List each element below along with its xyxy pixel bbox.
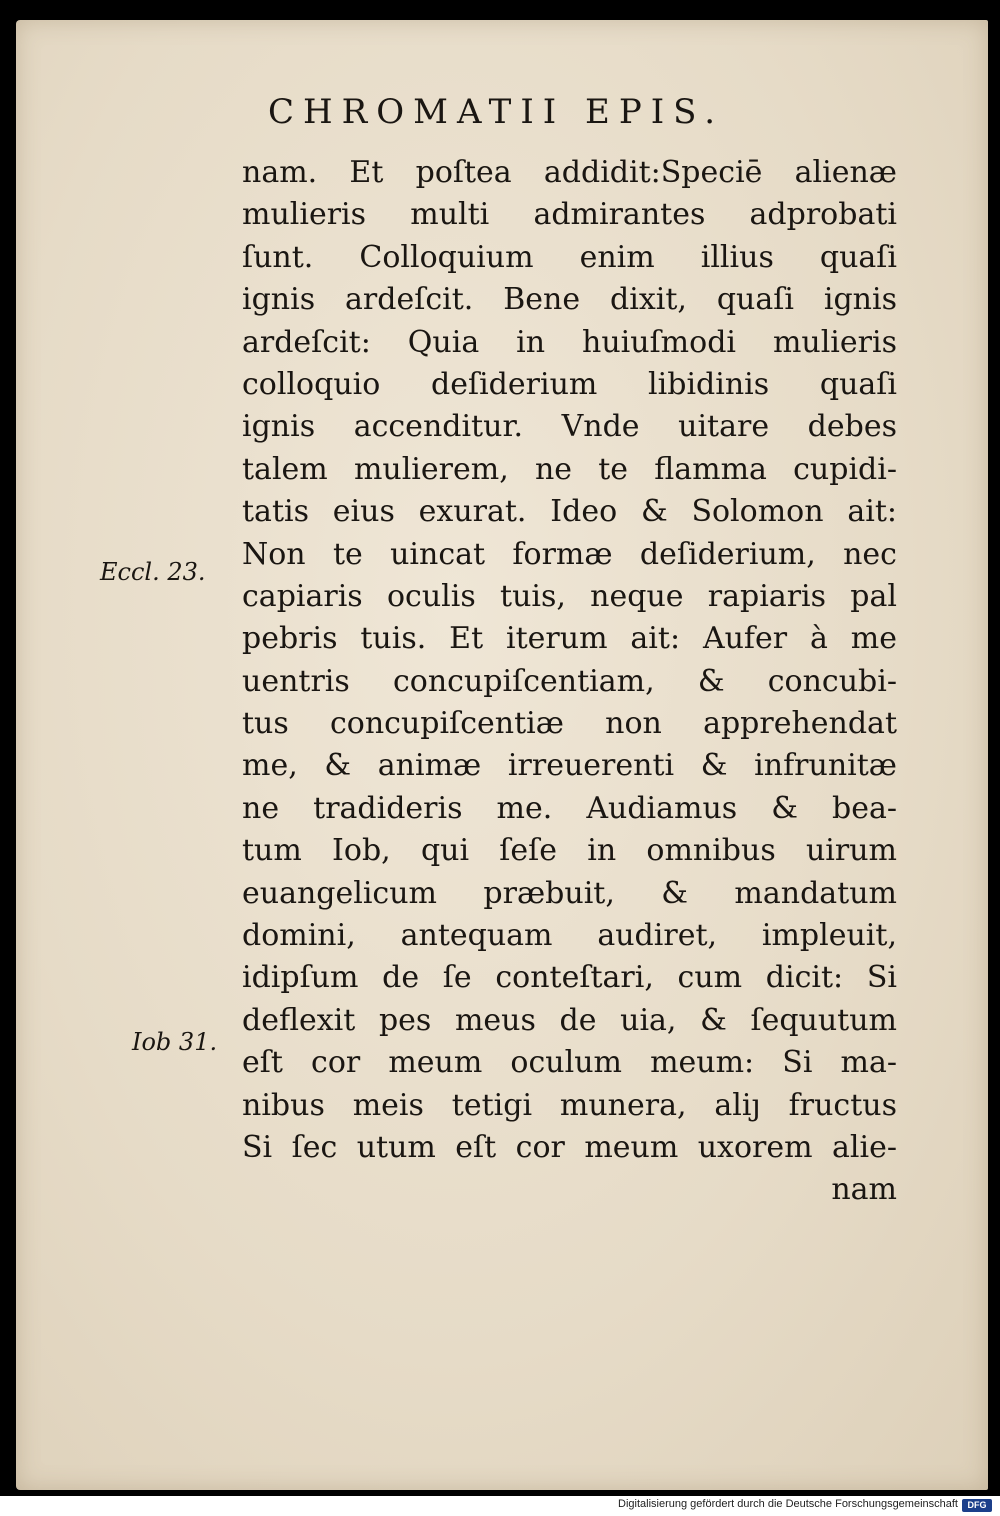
text-line: capiaris oculis tuis, neque rapiaris pal — [242, 578, 897, 614]
catchword: nam — [831, 1172, 897, 1208]
text-line: talem mulierem, ne te flamma cupidi- — [242, 451, 897, 487]
text-line: pebris tuis. Et iterum ait: Aufer à me — [242, 621, 897, 657]
text-line: domini, antequam audiret, impleuit, — [242, 918, 897, 954]
text-line: Non te uincat formæ deſiderium, nec — [242, 536, 897, 572]
running-head: CHROMATII EPIS. — [268, 92, 725, 132]
text-line: tatis eius exurat. Ideo & Solomon ait: — [242, 494, 897, 530]
text-line: ardeſcit: Quia in huiuſmodi mulieris — [242, 324, 897, 360]
margin-note-iob: Iob 31. — [132, 1028, 218, 1056]
text-line: euangelicum præbuit, & mandatum — [242, 875, 897, 911]
text-line: me, & animæ irreuerenti & infrunitæ — [242, 748, 897, 784]
text-line: deflexit pes meus de uia, & ſequutum — [242, 1002, 897, 1038]
text-line: idipſum de ſe conteſtari, cum dicit: Si — [242, 960, 897, 996]
text-line: uentris concupiſcentiam, & concubi- — [242, 663, 897, 699]
body-text — [242, 152, 897, 1212]
dfg-logo: DFG — [962, 1499, 992, 1512]
text-line: ne tradideris me. Audiamus & bea- — [242, 790, 897, 826]
text-line: Si ſec utum eſt cor meum uxorem alie- — [242, 1129, 897, 1165]
text-line: colloquio deſiderium libidinis quaſi — [242, 366, 897, 402]
text-line: mulieris multi admirantes adprobati — [242, 197, 897, 233]
footer-bar — [0, 1496, 1000, 1516]
footer-credit: Digitalisierung gefördert durch die Deutsche Forschungsgemeinschaft — [618, 1498, 958, 1510]
text-line: ignis ardeſcit. Bene dixit, quaſi ignis — [242, 282, 897, 318]
text-line: tum Iob, qui ſeſe in omnibus uirum — [242, 833, 897, 869]
text-line: nibus meis tetigi munera, aliȷ fructus — [242, 1087, 897, 1123]
text-line: eſt cor meum oculum meum: Si ma- — [242, 1045, 897, 1081]
text-line: ignis accenditur. Vnde uitare debes — [242, 409, 897, 445]
text-line: ſunt. Colloquium enim illius quaſi — [242, 239, 897, 275]
text-line: tus concupiſcentiæ non apprehendat — [242, 706, 897, 742]
text-line: nam. Et poſtea addidit:Speciē alienæ — [242, 155, 897, 190]
margin-note-eccl: Eccl. 23. — [100, 558, 206, 586]
